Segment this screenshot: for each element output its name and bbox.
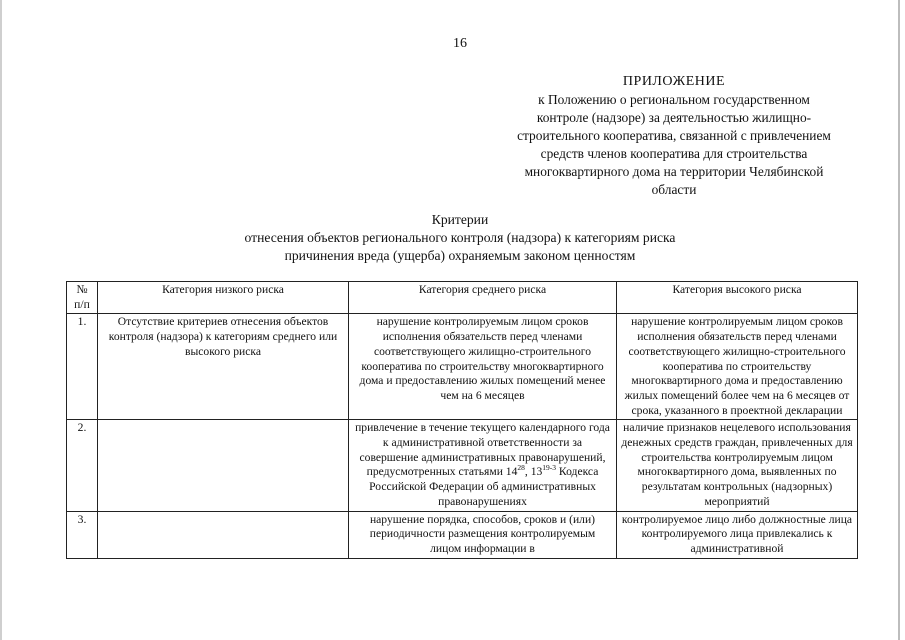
header-number: № п/п [67,282,98,314]
scan-edge-right [898,0,900,640]
page-bottom-cutoff [60,578,870,640]
criteria-subtitle-line: отнесения объектов регионального контроля (надзора) к категориям риска [244,230,676,245]
high-risk-cell: контролируемое лицо либо должностные лица контролируемого лица привлекались к административной [617,511,858,558]
appendix-line: области [651,182,697,197]
low-risk-cell [98,420,349,511]
scan-edge-left [0,0,2,640]
row-number: 1. [67,314,98,420]
table-header-row [67,282,858,314]
medium-text-part: Кодекса Российской Федерации об административных правонарушениях [369,465,599,508]
medium-risk-cell: нарушение порядка, способов, сроков и (или) периодичности размещения контролируемым лицом информации в [349,511,617,558]
header-high-risk: Категория высокого риска [617,282,858,314]
row-number: 3. [67,511,98,558]
medium-text-part: привлечение в течение текущего календарного года к административной ответственности за совершение административных правонарушений, предусмотренных статьями 14 [355,421,610,479]
table-row [67,420,858,511]
article-superscript: 19-3 [542,463,557,473]
appendix-line: к Положению о региональном государственном [538,92,810,107]
appendix-title: ПРИЛОЖЕНИЕ [622,74,726,89]
row-number: 2. [67,420,98,511]
header-medium-risk: Категория среднего риска [349,282,617,314]
table-row [67,314,858,420]
appendix-line: контроле (надзоре) за деятельностью жилищно- [536,110,812,125]
page-number: 16 [453,36,467,51]
header-low-risk: Категория низкого риска [98,282,349,314]
criteria-subtitle-line: причинения вреда (ущерба) охраняемым законом ценностям [284,248,636,263]
low-risk-cell: Отсутствие критериев отнесения объектов контроля (надзора) к категориям среднего или высокого риска [98,314,349,420]
low-risk-cell [98,511,349,558]
medium-risk-cell: нарушение контролируемым лицом сроков исполнения обязательств перед членами соответствующего жилищно-строительного кооператива по строительству многоквартирного дома и предоставлению жилых помещений менее чем на 6 месяцев [349,314,617,420]
table-row [67,511,858,558]
appendix-line: строительного кооператива, связанной с привлечением [517,128,831,143]
appendix-line: средств членов кооператива для строительства [540,146,808,161]
high-risk-cell: нарушение контролируемым лицом сроков исполнения обязательств перед членами соответствующего жилищно-строительного кооператива по строительству многоквартирного дома и предоставлению жилых помещений более чем на 6 месяцев от срока, указанного в проектной декларации [617,314,858,420]
risk-criteria-table [66,281,858,559]
appendix-line: многоквартирного дома на территории Челябинской [524,164,824,179]
medium-text-part: , 13 [524,465,543,479]
criteria-heading [200,211,720,265]
medium-risk-cell [349,420,617,511]
article-superscript: 28 [517,463,525,473]
criteria-title: Критерии [431,212,489,227]
high-risk-cell: наличие признаков нецелевого использования денежных средств граждан, привлеченных для строительства контролируемым лицом многоквартирного дома, выявленных по результатам контрольных (надзорных) мероприятий [617,420,858,511]
appendix-block [490,73,858,199]
